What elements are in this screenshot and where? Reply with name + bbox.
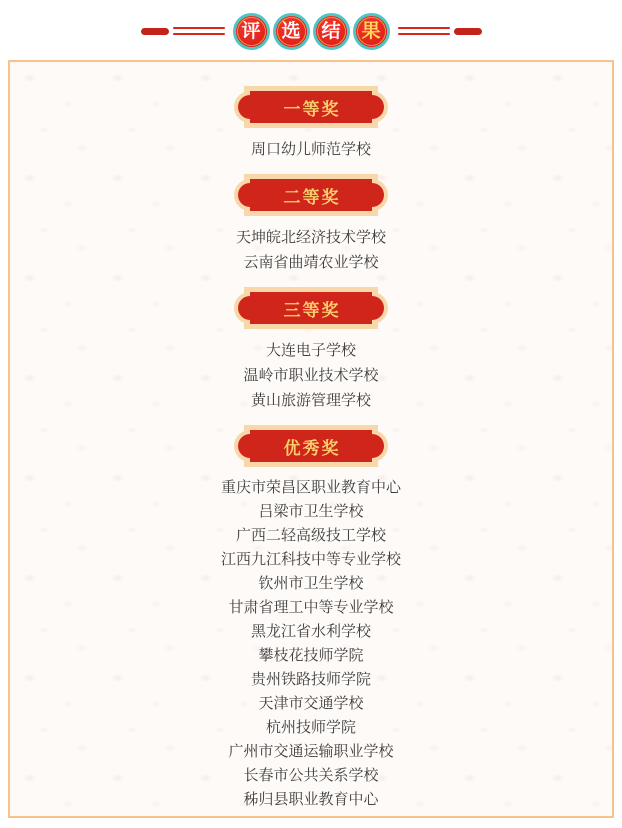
school-name: 广西二轻高级技工学校 <box>235 527 386 544</box>
school-name: 天坤皖北经济技术学校 <box>235 229 386 246</box>
school-name: 周口幼儿师范学校 <box>250 141 371 158</box>
header-badges <box>233 13 390 50</box>
school-name: 攀枝花技师学院 <box>258 647 364 664</box>
award-banner <box>244 425 378 467</box>
school-list <box>10 338 612 413</box>
school-name: 温岭市职业技术学校 <box>243 367 379 384</box>
awards-card <box>8 60 614 818</box>
school-list <box>10 137 612 162</box>
school-name: 大连电子学校 <box>265 342 356 359</box>
award-section <box>10 86 612 162</box>
results-header <box>0 0 622 60</box>
school-name: 贵州铁路技师学院 <box>250 671 371 688</box>
badge-char: 评 <box>241 20 261 42</box>
school-name: 黄山旅游管理学校 <box>250 392 371 409</box>
school-name: 江西九江科技中等专业学校 <box>220 551 401 568</box>
deco-lines-right <box>398 27 450 35</box>
school-name: 天津市交通学校 <box>258 695 364 712</box>
award-banner <box>244 287 378 329</box>
award-label: 优秀奖 <box>283 438 341 458</box>
school-name: 吕梁市卫生学校 <box>258 503 364 520</box>
school-name: 杭州技师学院 <box>265 719 356 736</box>
deco-capsule-right <box>454 28 482 35</box>
award-section <box>10 287 612 413</box>
badge-char: 果 <box>361 20 381 42</box>
header-badge-1 <box>233 13 270 50</box>
school-name: 甘肃省理工中等专业学校 <box>228 599 394 616</box>
header-badge-2 <box>273 13 310 50</box>
badge-char: 结 <box>321 20 341 42</box>
badge-char: 选 <box>281 20 301 42</box>
award-banner <box>244 174 378 216</box>
school-name: 重庆市荣昌区职业教育中心 <box>220 479 401 496</box>
header-badge-4 <box>353 13 390 50</box>
school-name: 长春市公共关系学校 <box>243 767 379 784</box>
school-name: 云南省曲靖农业学校 <box>243 254 379 271</box>
award-label: 三等奖 <box>283 300 341 320</box>
deco-lines-left <box>173 27 225 35</box>
award-section <box>10 425 612 812</box>
school-name: 黑龙江省水利学校 <box>250 623 371 640</box>
school-list <box>10 476 612 812</box>
school-name: 广州市交通运输职业学校 <box>228 743 394 760</box>
award-banner <box>244 86 378 128</box>
deco-capsule-left <box>141 28 169 35</box>
header-badge-3 <box>313 13 350 50</box>
award-label: 一等奖 <box>283 99 341 119</box>
award-section <box>10 174 612 275</box>
school-name: 秭归县职业教育中心 <box>243 791 379 808</box>
school-list <box>10 225 612 275</box>
header-deco-right <box>394 27 482 35</box>
header-deco-left <box>141 27 229 35</box>
awards-container <box>10 86 612 812</box>
school-name: 钦州市卫生学校 <box>258 575 364 592</box>
award-label: 二等奖 <box>283 187 341 207</box>
